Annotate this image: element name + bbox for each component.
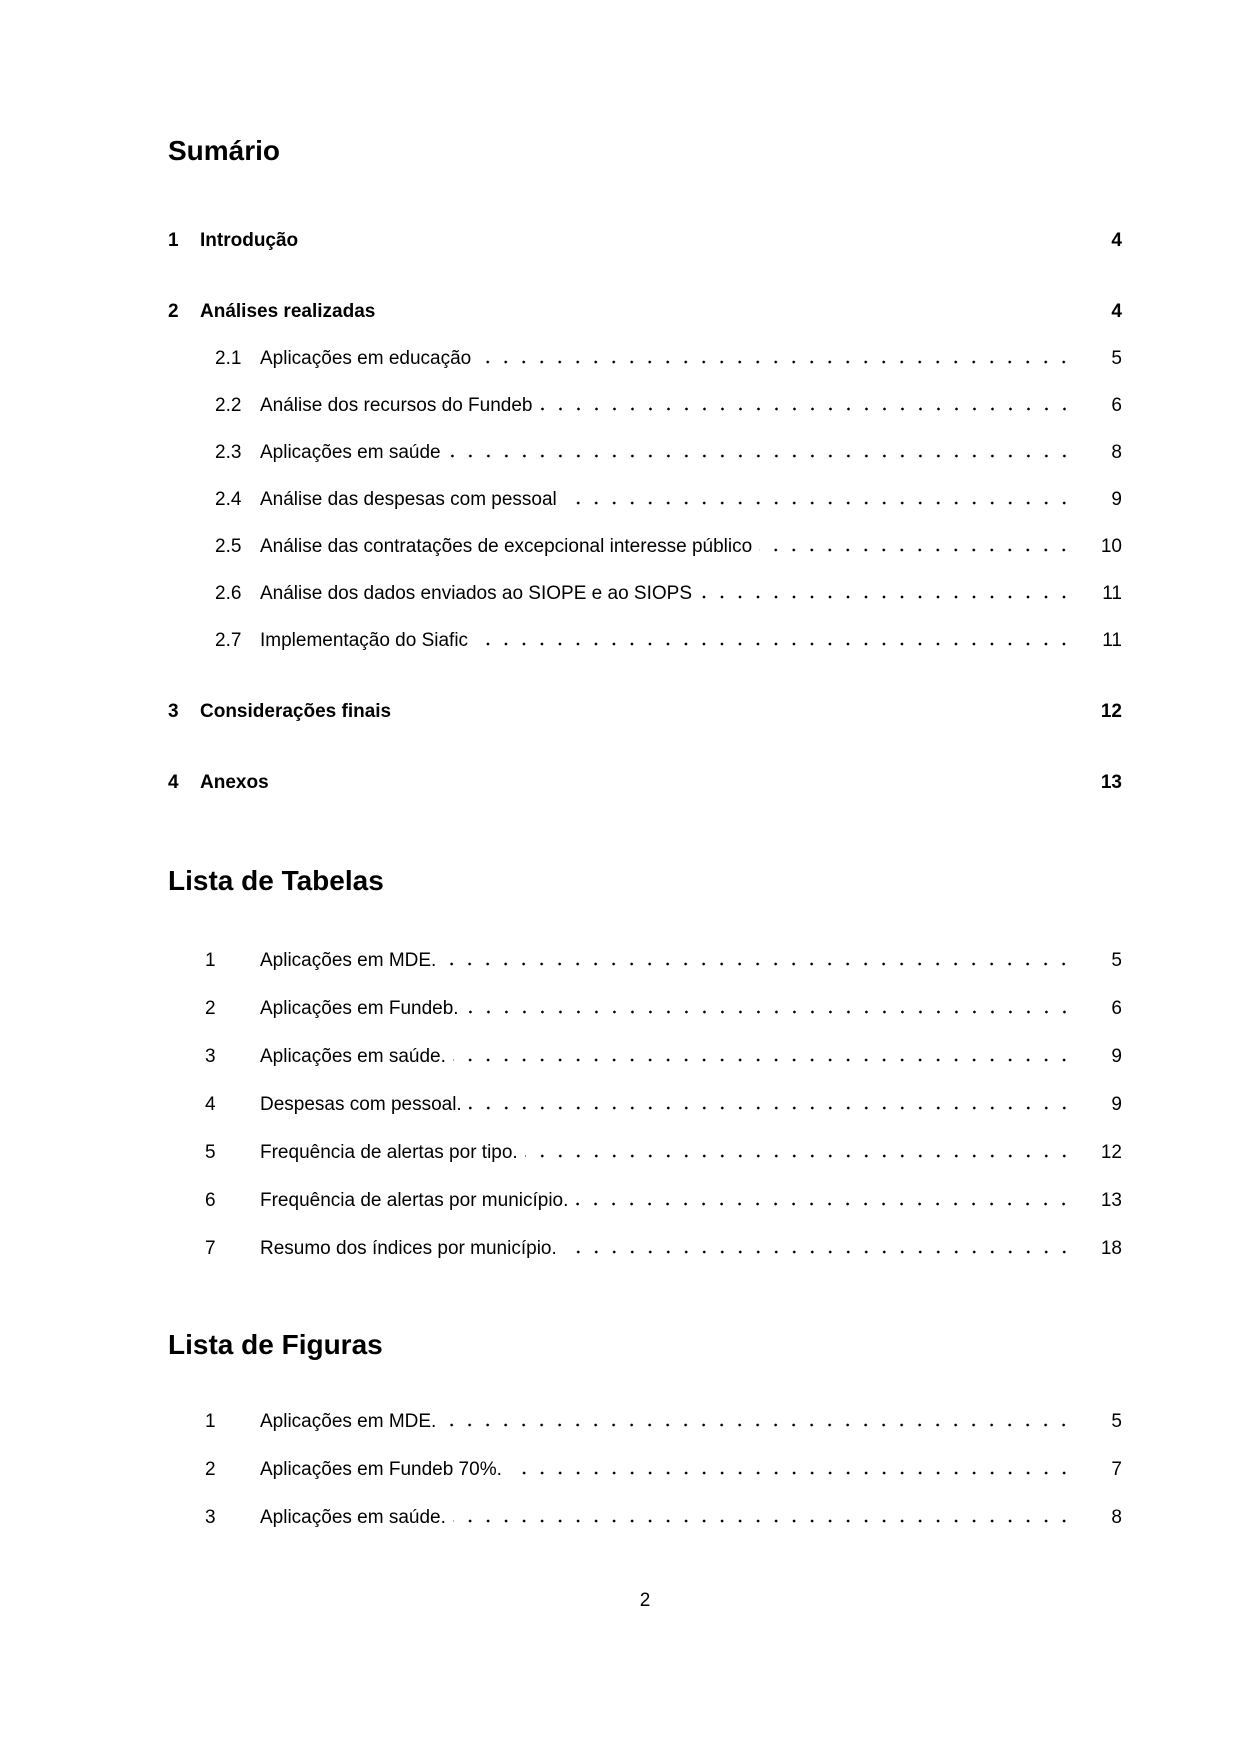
dot-leader <box>448 454 1080 458</box>
dot-leader <box>475 642 1080 646</box>
entry-number: 2.5 <box>215 536 242 557</box>
entry-page: 5 <box>1111 950 1122 971</box>
entry-page: 10 <box>1100 536 1122 557</box>
entry-title: Análise das despesas com pessoal <box>260 489 557 510</box>
list-of-figures-heading: Lista de Figuras <box>168 1329 383 1360</box>
entry-title: Considerações finais <box>200 701 392 722</box>
entry-title: Análise dos recursos do Fundeb <box>260 395 533 416</box>
figure-list-entry[interactable] <box>168 1459 1122 1507</box>
toc-entry[interactable] <box>168 701 1122 748</box>
toc-entry[interactable] <box>168 489 1122 536</box>
list-of-figures-list <box>168 1411 1122 1555</box>
dot-leader <box>382 313 1080 317</box>
table-list-entry[interactable] <box>168 1238 1122 1286</box>
entry-title: Aplicações em MDE. <box>260 950 437 971</box>
toc-entry[interactable] <box>168 348 1122 395</box>
entry-title: Aplicações em MDE. <box>260 1411 437 1432</box>
entry-page: 12 <box>1100 1142 1122 1163</box>
entry-page: 9 <box>1111 1046 1122 1067</box>
entry-title: Aplicações em Fundeb 70%. <box>260 1459 502 1480</box>
dot-leader <box>443 1423 1080 1427</box>
entry-number: 7 <box>205 1238 216 1259</box>
toc-entry[interactable] <box>168 395 1122 442</box>
entry-page: 4 <box>1111 301 1122 322</box>
dot-leader <box>443 962 1080 966</box>
entry-page: 4 <box>1111 230 1122 251</box>
table-list-entry[interactable] <box>168 950 1122 998</box>
dot-leader <box>564 501 1080 505</box>
toc-entry[interactable] <box>168 230 1122 277</box>
entry-page: 12 <box>1100 701 1122 722</box>
dot-leader <box>575 1202 1080 1206</box>
entry-number: 1 <box>205 950 216 971</box>
dot-leader <box>540 407 1081 411</box>
entry-number: 2.6 <box>215 583 242 604</box>
entry-title: Análise das contratações de excepcional interesse público <box>260 536 753 557</box>
table-list-entry[interactable] <box>168 998 1122 1046</box>
entry-title: Implementação do Siafic <box>260 630 469 651</box>
dot-leader <box>759 548 1080 552</box>
toc-entry[interactable] <box>168 630 1122 677</box>
toc-heading: Sumário <box>168 135 281 166</box>
entry-number: 4 <box>168 772 179 793</box>
entry-number: 2.3 <box>215 442 242 463</box>
entry-number: 6 <box>205 1190 216 1211</box>
entry-title: Aplicações em saúde. <box>260 1046 446 1067</box>
entry-page: 11 <box>1102 583 1122 604</box>
entry-page: 8 <box>1111 1507 1122 1528</box>
table-list-entry[interactable] <box>168 1046 1122 1094</box>
entry-page: 8 <box>1111 442 1122 463</box>
entry-title: Aplicações em saúde. <box>260 1507 446 1528</box>
dot-leader <box>509 1471 1080 1475</box>
dot-leader <box>305 242 1080 246</box>
entry-page: 7 <box>1111 1459 1122 1480</box>
entry-number: 3 <box>205 1507 216 1528</box>
toc-entry[interactable] <box>168 301 1122 348</box>
list-of-tables-heading: Lista de Tabelas <box>168 865 384 896</box>
entry-number: 1 <box>205 1411 216 1432</box>
dot-leader <box>276 784 1080 788</box>
dot-leader <box>478 360 1080 364</box>
entry-page: 13 <box>1100 772 1122 793</box>
entry-title: Aplicações em educação <box>260 348 472 369</box>
entry-title: Aplicações em Fundeb. <box>260 998 459 1019</box>
dot-leader <box>466 1010 1080 1014</box>
entry-number: 2.4 <box>215 489 242 510</box>
entry-number: 2 <box>205 998 216 1019</box>
entry-number: 3 <box>205 1046 216 1067</box>
dot-leader <box>398 713 1080 717</box>
entry-number: 3 <box>168 701 179 722</box>
entry-number: 4 <box>205 1094 216 1115</box>
entry-page: 5 <box>1111 1411 1122 1432</box>
entry-title: Análises realizadas <box>200 301 376 322</box>
entry-title: Análise dos dados enviados ao SIOPE e ao SIOPS <box>260 583 692 604</box>
entry-number: 2 <box>205 1459 216 1480</box>
entry-number: 2.2 <box>215 395 242 416</box>
entry-title: Introdução <box>200 230 299 251</box>
dot-leader <box>469 1106 1080 1110</box>
table-list-entry[interactable] <box>168 1142 1122 1190</box>
entry-page: 18 <box>1100 1238 1122 1259</box>
entry-page: 6 <box>1111 998 1122 1019</box>
entry-title: Resumo dos índices por município. <box>260 1238 557 1259</box>
entry-title: Anexos <box>200 772 269 793</box>
dot-leader <box>564 1250 1080 1254</box>
figure-list-entry[interactable] <box>168 1411 1122 1459</box>
entry-page: 5 <box>1111 348 1122 369</box>
toc-entry[interactable] <box>168 583 1122 630</box>
list-of-tables-list <box>168 950 1122 1286</box>
entry-page: 9 <box>1111 1094 1122 1115</box>
dot-leader <box>453 1058 1080 1062</box>
entry-number: 2.1 <box>215 348 242 369</box>
figure-list-entry[interactable] <box>168 1507 1122 1555</box>
entry-page: 11 <box>1102 630 1122 651</box>
toc-entry[interactable] <box>168 442 1122 489</box>
entry-page: 13 <box>1100 1190 1122 1211</box>
dot-leader <box>699 595 1080 599</box>
entry-number: 2.7 <box>215 630 242 651</box>
entry-page: 6 <box>1111 395 1122 416</box>
entry-number: 1 <box>168 230 179 251</box>
entry-number: 5 <box>205 1142 216 1163</box>
entry-number: 2 <box>168 301 179 322</box>
toc-entry[interactable] <box>168 536 1122 583</box>
page-number-footer: 2 <box>639 1590 651 1611</box>
entry-title: Frequência de alertas por município. <box>260 1190 569 1211</box>
table-list-entry[interactable] <box>168 1190 1122 1238</box>
entry-title: Aplicações em saúde <box>260 442 441 463</box>
entry-title: Frequência de alertas por tipo. <box>260 1142 518 1163</box>
toc-list <box>168 206 1122 819</box>
dot-leader <box>453 1519 1080 1523</box>
table-list-entry[interactable] <box>168 1094 1122 1142</box>
dot-leader <box>525 1154 1080 1158</box>
toc-entry[interactable] <box>168 772 1122 819</box>
entry-page: 9 <box>1111 489 1122 510</box>
entry-title: Despesas com pessoal. <box>260 1094 462 1115</box>
